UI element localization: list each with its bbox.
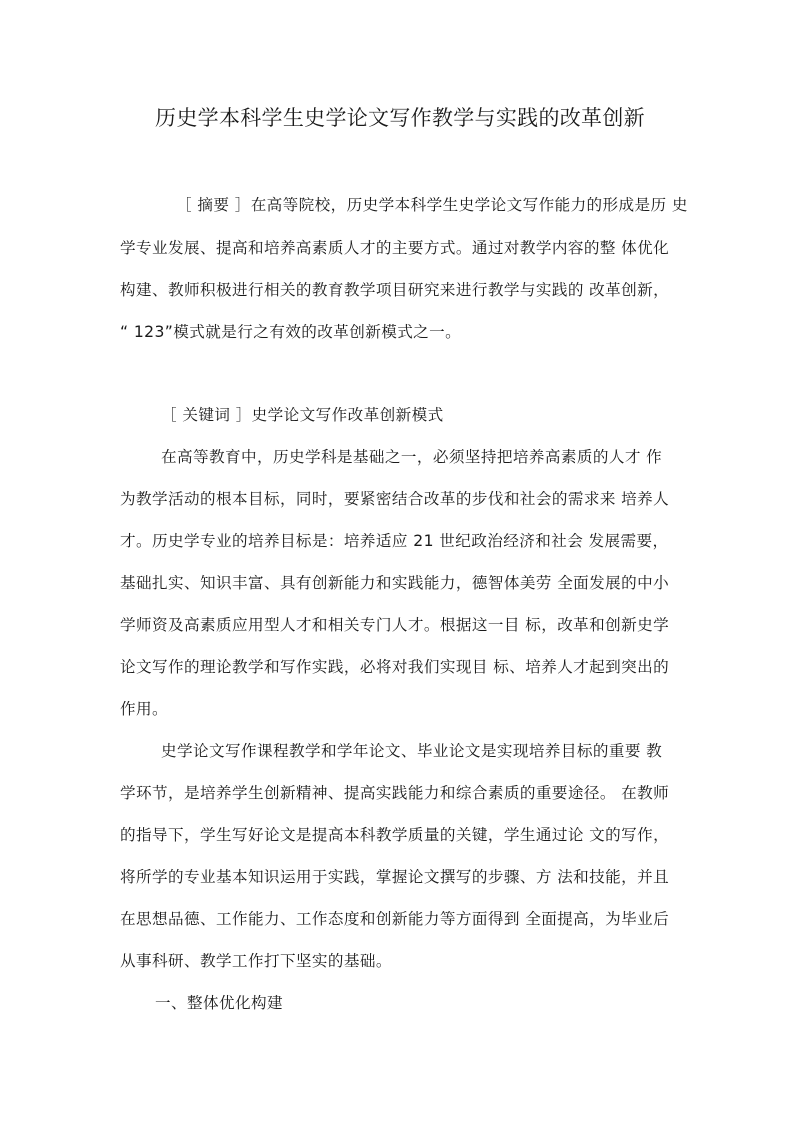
paragraph-line: 在高等教育中，历史学科是基础之一，必须坚持把培养高素质的人才 作 [161, 448, 663, 466]
paragraph-line: 论文写作的理论教学和写作实践，必将对我们实现目 标、培养人才起到突出的 [120, 658, 670, 676]
paragraph-line: 的指导下，学生写好论文是提高本科教学质量的关键，学生通过论 文的写作， [120, 826, 670, 844]
paragraph-line: 作用。 [120, 700, 168, 718]
abstract-line: “ 123”模式就是行之有效的改革创新模式之一。 [120, 323, 462, 341]
paragraph-line: 将所学的专业基本知识运用于实践，掌握论文撰写的步骤、方 法和技能，并且 [120, 868, 670, 886]
section-heading: 一、整体优化构建 [155, 994, 283, 1012]
paragraph-line: 在思想品德、工作能力、工作态度和创新能力等方面得到 全面提高，为毕业后 [120, 910, 670, 928]
abstract-line: 学专业发展、提高和培养高素质人才的主要方式。通过对教学内容的整 体优化 [120, 239, 670, 257]
paragraph-line: 才。历史学专业的培养目标是：培养适应 21 世纪政治经济和社会 发展需要， [120, 532, 669, 550]
paragraph-line: 学环节，是培养学生创新精神、提高实践能力和综合素质的重要途径。 在教师 [120, 784, 670, 802]
paragraph-line: 基础扎实、知识丰富、具有创新能力和实践能力，德智体美劳 全面发展的中小 [120, 574, 670, 592]
paragraph-line: 从事科研、教学工作打下坚实的基础。 [120, 952, 392, 970]
keywords-line: ［ 关键词 ］史学论文写作改革创新模式 [161, 406, 444, 424]
abstract-line: ［ 摘要 ］在高等院校，历史学本科学生史学论文写作能力的形成是历 史 [176, 196, 688, 214]
abstract-line: 构建、教师积极进行相关的教育教学项目研究来进行教学与实践的 改革创新， [120, 281, 670, 299]
document-title: 历史学本科学生史学论文写作教学与实践的改革创新 [155, 106, 645, 130]
paragraph-line: 史学论文写作课程教学和学年论文、毕业论文是实现培养目标的重要 教 [161, 742, 663, 760]
paragraph-line: 学师资及高素质应用型人才和相关专门人才。根据这一目 标，改革和创新史学 [120, 616, 670, 634]
paragraph-line: 为教学活动的根本目标，同时，要紧密结合改革的步伐和社会的需求来 培养人 [120, 490, 670, 508]
